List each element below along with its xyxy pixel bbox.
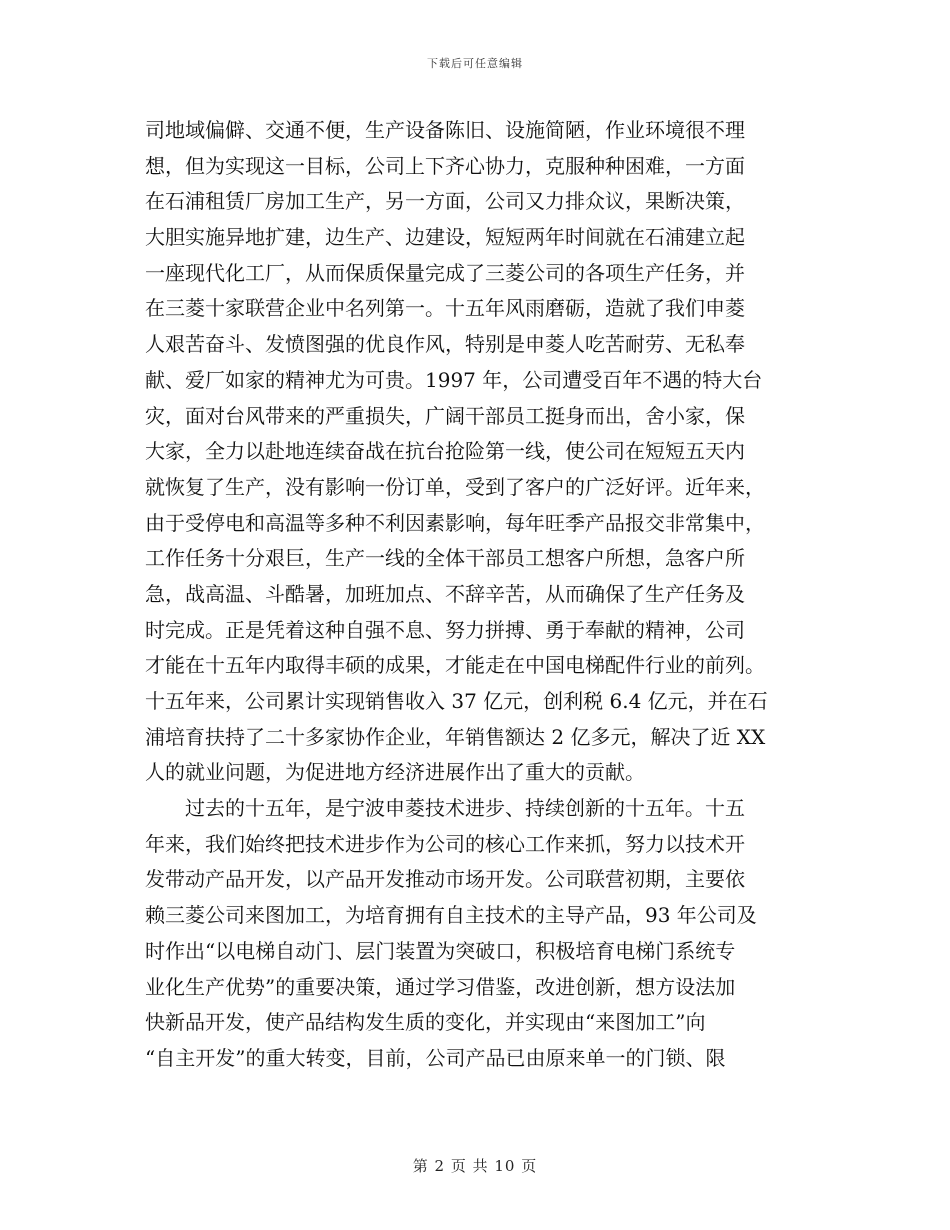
text-line: 业化生产优势”的重要决策，通过学习借鉴，改进创新，想方设法加 xyxy=(145,974,736,999)
text-line: 就恢复了生产，没有影响一份订单，受到了客户的广泛好评。近年来， xyxy=(145,474,765,499)
text-line: 一座现代化工厂，从而保质保量完成了三菱公司的各项生产任务，并 xyxy=(145,260,745,285)
text-line: 快新品开发，使产品结构发生质的变化，并实现由“来图加工”向 xyxy=(145,1010,706,1035)
page-footer: 第 2 页 共 10 页 xyxy=(412,1157,538,1175)
text-line: 在三菱十家联营企业中名列第一。十五年风雨磨砺，造就了我们申菱 xyxy=(145,296,745,321)
text-line: 在石浦租赁厂房加工生产，另一方面，公司又力排众议，果断决策， xyxy=(145,189,745,214)
text-line: 过去的十五年，是宁波申菱技术进步、持续创新的十五年。十五 xyxy=(145,796,745,821)
text-line: 才能在十五年内取得丰硕的成果，才能走在中国电梯配件行业的前列。 xyxy=(145,653,765,678)
text-line: 急，战高温、斗酷暑，加班加点、不辞辛苦，从而确保了生产任务及 xyxy=(145,581,745,606)
text-line: 发带动产品开发，以产品开发推动市场开发。公司联营初期，主要依 xyxy=(145,867,745,892)
text-line: 十五年来，公司累计实现销售收入 37 亿元，创利税 6.4 亿元，并在石 xyxy=(145,689,768,713)
text-line: 由于受停电和高温等多种不利因素影响，每年旺季产品报交非常集中， xyxy=(145,510,765,535)
text-line: 浦培育扶持了二十多家协作企业，年销售额达 2 亿多元，解决了近 XX xyxy=(145,724,766,749)
body-text xyxy=(145,113,805,1077)
text-line: “自主开发”的重大转变，目前，公司产品已由原来单一的门锁、限 xyxy=(145,1045,726,1070)
text-line: 年来，我们始终把技术进步作为公司的核心工作来抓，努力以技术开 xyxy=(145,831,745,856)
text-line: 大胆实施异地扩建，边生产、边建设，短短两年时间就在石浦建立起 xyxy=(145,225,745,250)
text-line: 人的就业问题，为促进地方经济进展作出了重大的贡献。 xyxy=(145,760,645,785)
page-header: 下载后可任意编辑 xyxy=(427,57,523,70)
text-line: 赖三菱公司来图加工，为培育拥有自主技术的主导产品，93 年公司及 xyxy=(145,903,757,928)
text-line: 人艰苦奋斗、发愤图强的优良作风，特别是申菱人吃苦耐劳、无私奉 xyxy=(145,332,745,357)
text-line: 灾，面对台风带来的严重损失，广阔干部员工挺身而出，舍小家，保 xyxy=(145,403,745,428)
text-line: 时完成。正是凭着这种自强不息、努力拼搏、勇于奉献的精神，公司 xyxy=(145,617,745,642)
text-line: 工作任务十分艰巨，生产一线的全体干部员工想客户所想，急客户所 xyxy=(145,546,745,571)
text-line: 司地域偏僻、交通不便，生产设备陈旧、设施简陋，作业环境很不理 xyxy=(145,118,745,142)
text-line: 献、爱厂如家的精神尤为可贵。1997 年，公司遭受百年不遇的特大台 xyxy=(145,367,763,392)
text-line: 大家，全力以赴地连续奋战在抗台抢险第一线，使公司在短短五天内 xyxy=(145,439,745,464)
text-line: 想，但为实现这一目标，公司上下齐心协力，克服种种困难，一方面 xyxy=(145,153,745,178)
text-line: 时作出“以电梯自动门、层门装置为突破口，积极培育电梯门系统专 xyxy=(145,938,736,963)
